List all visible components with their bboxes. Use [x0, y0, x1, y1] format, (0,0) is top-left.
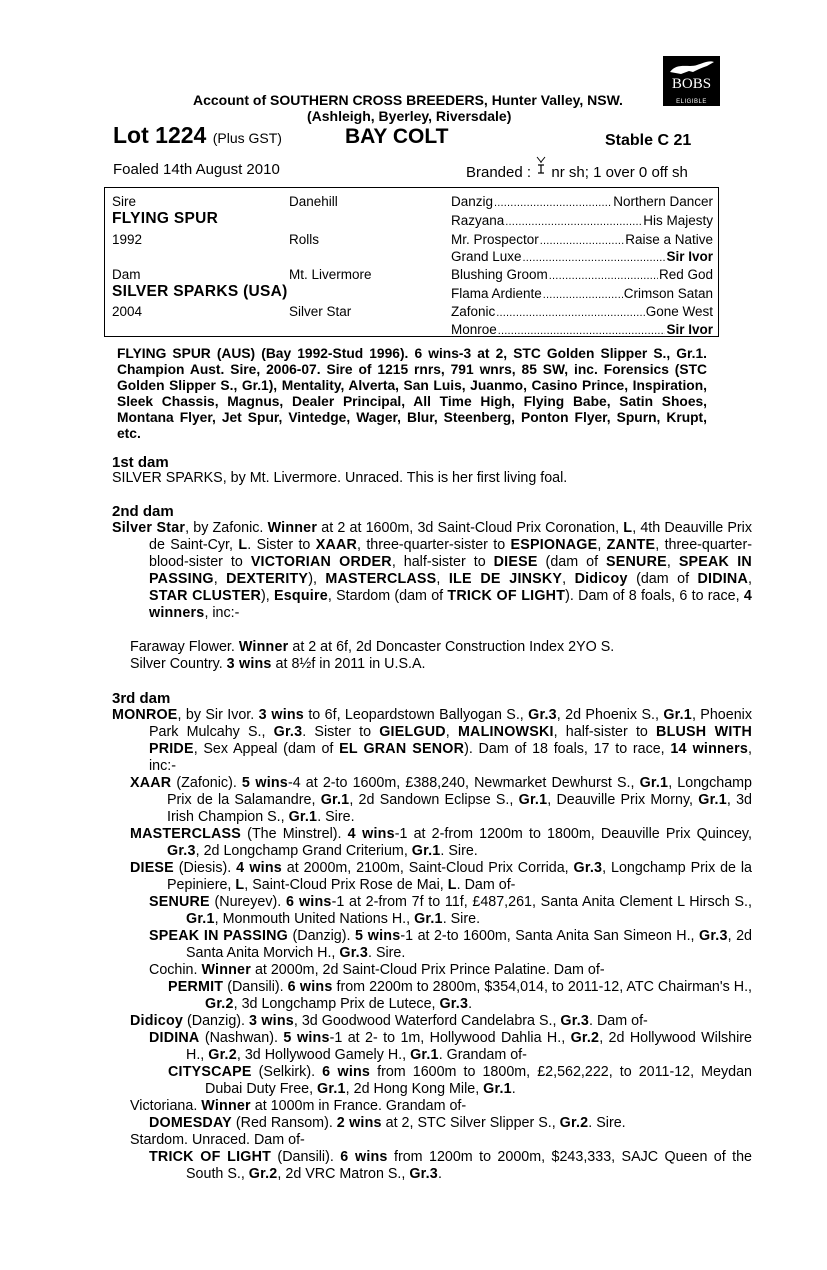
gp-right: His Majesty: [643, 213, 713, 228]
grandparent-row: [451, 248, 713, 267]
gp-left: Mr. Prospector: [451, 232, 539, 247]
lot-note: (Plus GST): [212, 130, 282, 146]
gp-right: Gone West: [645, 304, 713, 319]
third-dam-foal: Victoriana. Winner at 1000m in France. Grandam of-: [130, 1098, 467, 1114]
grandparent-row: [451, 193, 713, 212]
lot-number: [113, 122, 282, 148]
stable-number: Stable C 21: [605, 132, 692, 149]
sire-summary: FLYING SPUR (AUS) (Bay 1992-Stud 1996). 6 wins-3 at 2, STC Golden Slipper S., Gr.1. Champion Aust. Sire, 2006-07. Sire of 1215 rnrs, 791 wnrs, 85 SW, inc. Forensics (STC Golden Slipper S., Gr.1), Mentality, Alverta, San Luis, Juanmo, Casino Prince, Inspiration, Sleek Chassis, Magnus, Dealer Principal, All Time High, Flying Babe, Satin Shoes, Montana Flyer, Jet Spur, Vintedge, Wager, Blur, Steenberg, Ponton Flyer, Spurn, Krupt, etc.: [117, 346, 707, 441]
gp-left: Monroe: [451, 322, 497, 337]
third-dam-grandfoal: SENURE (Nureyev). 6 wins-1 at 2-from 7f to 11f, £487,261, Santa Anita Clement L Hirsch S., Gr.1, Monmouth United Nations H., Gr.1. Sire.: [149, 894, 752, 927]
second-dam-foal: Silver Country. 3 wins at 8½f in 2011 in U.S.A.: [130, 656, 426, 672]
bobs-logo: [663, 56, 720, 106]
second-dam-heading: 2nd dam: [112, 503, 174, 520]
third-dam-text: MONROE, by Sir Ivor. 3 wins to 6f, Leopardstown Ballyogan S., Gr.3, 2d Phoenix S., Gr.1, Phoenix Park Mulcahy S., Gr.3. Sister to GIELGUD, MALINOWSKI, half-sister to BLUSH WITH PRIDE, Sex Appeal (dam of EL GRAN SENOR). Dam of 18 foals, 17 to race, 14 winners, inc:-: [112, 707, 752, 774]
gp-right: Raise a Native: [625, 232, 713, 247]
brand-mark-icon: [535, 161, 547, 179]
second-dam-text: Silver Star, by Zafonic. Winner at 2 at 1600m, 3d Saint-Cloud Prix Coronation, L, 4th Deauville Prix de Saint-Cyr, L. Sister to XAAR, three-quarter-sister to ESPIONAGE, ZANTE, three-quarter-blood-sister to VICTORIAN ORDER, half-sister to DIESE (dam of SENURE, SPEAK IN PASSING, DEXTERITY), MASTERCLASS, ILE DE JINSKY, Didicoy (dam of DIDINA, STAR CLUSTER), Esquire, Stardom (dam of TRICK OF LIGHT). Dam of 8 foals, 6 to race, 4 winners, inc:-: [112, 520, 752, 621]
third-dam-heading: 3rd dam: [112, 690, 171, 707]
gp-right: Northern Dancer: [613, 194, 713, 209]
sire-label: Sire: [112, 194, 137, 209]
grandparent-row: [451, 266, 713, 285]
grandparent-row: [451, 321, 713, 340]
grandparent-row: [451, 303, 713, 322]
sire-sire: Danehill: [289, 194, 338, 209]
grandparent-row: [451, 212, 713, 231]
gp-right: Red God: [658, 267, 713, 282]
gp-left: Flama Ardiente: [451, 286, 542, 301]
brand-info: [466, 161, 688, 181]
third-dam-foal: MASTERCLASS (The Minstrel). 4 wins-1 at 2-from 1200m to 1800m, Deauville Prix Quincey, Gr.3, 2d Longchamp Grand Criterium, Gr.1. Sire.: [130, 826, 752, 859]
gp-left: Zafonic: [451, 304, 496, 319]
gp-right: Crimson Satan: [623, 286, 713, 301]
gp-right: Sir Ivor: [666, 322, 713, 337]
third-dam-foal: Stardom. Unraced. Dam of-: [130, 1132, 305, 1148]
dam-sire: Mt. Livermore: [289, 267, 372, 282]
sire-name: FLYING SPUR: [112, 210, 219, 227]
branded-label: Branded :: [466, 164, 532, 181]
lot-label: Lot 1224: [113, 122, 207, 148]
horse-icon: [667, 58, 717, 78]
first-dam-text: SILVER SPARKS, by Mt. Livermore. Unraced. This is her first living foal.: [112, 470, 568, 486]
third-dam-foal: XAAR (Zafonic). 5 wins-4 at 2-to 1600m, £388,240, Newmarket Dewhurst S., Gr.1, Longchamp Prix de la Salamandre, Gr.1, 2d Sandown Eclipse S., Gr.1, Deauville Prix Morny, Gr.1, 3d Irish Champion S., Gr.1. Sire.: [130, 775, 753, 825]
gp-left: Grand Luxe: [451, 249, 522, 264]
vendor-properties: (Ashleigh, Byerley, Riversdale): [307, 108, 512, 124]
third-dam-foal: DIESE (Diesis). 4 wins at 2000m, 2100m, Saint-Cloud Prix Corrida, Gr.3, Longchamp Prix de la Pepiniere, L, Saint-Cloud Prix Rose de Mai, L. Dam of-: [130, 860, 753, 893]
gp-left: Danzig: [451, 194, 494, 209]
third-dam-grandfoal: Cochin. Winner at 2000m, 2d Saint-Cloud Prix Prince Palatine. Dam of-: [149, 962, 605, 978]
grandparent-row: [451, 285, 713, 304]
gp-right: Sir Ivor: [666, 249, 713, 264]
gp-left: Razyana: [451, 213, 505, 228]
foaling-date: Foaled 14th August 2010: [113, 161, 280, 178]
second-dam-foal: Faraway Flower. Winner at 2 at 6f, 2d Doncaster Construction Index 2YO S.: [130, 639, 615, 655]
branded-text: nr sh; 1 over 0 off sh: [551, 164, 688, 181]
dam-dam: Silver Star: [289, 304, 352, 319]
logo-text: BOBS: [671, 76, 712, 92]
third-dam-ggfoal: DOMESDAY (Red Ransom). 2 wins at 2, STC Silver Slipper S., Gr.2. Sire.: [149, 1115, 626, 1131]
third-dam-foal: Didicoy (Danzig). 3 wins, 3d Goodwood Waterford Candelabra S., Gr.3. Dam of-: [130, 1013, 648, 1029]
sire-dam: Rolls: [289, 232, 320, 247]
third-dam-ggfoal: PERMIT (Dansili). 6 wins from 2200m to 2800m, $354,014, to 2011-12, ATC Chairman's H., Gr.2, 3d Longchamp Prix de Lutece, Gr.3.: [168, 979, 753, 1012]
third-dam-ggfoal: CITYSCAPE (Selkirk). 6 wins from 1600m to 1800m, £2,562,222, to 2011-12, Meydan Dubai Duty Free, Gr.1, 2d Hong Kong Mile, Gr.1.: [168, 1064, 752, 1097]
third-dam-grandfoal: TRICK OF LIGHT (Dansili). 6 wins from 1200m to 2000m, $243,333, SAJC Queen of the South S., Gr.2, 2d VRC Matron S., Gr.3.: [149, 1149, 753, 1182]
dam-year: 2004: [112, 304, 143, 319]
sire-year: 1992: [112, 232, 143, 247]
dam-name: SILVER SPARKS (USA): [112, 283, 288, 300]
vendor-account: Account of SOUTHERN CROSS BREEDERS, Hunter Valley, NSW.: [193, 92, 623, 108]
third-dam-grandfoal: SPEAK IN PASSING (Danzig). 5 wins-1 at 2-to 1600m, Santa Anita San Simeon H., Gr.3, 2d Santa Anita Morvich H., Gr.3. Sire.: [149, 928, 752, 961]
dam-label: Dam: [112, 267, 141, 282]
gp-left: Blushing Groom: [451, 267, 548, 282]
horse-description: BAY COLT: [345, 125, 449, 148]
first-dam-heading: 1st dam: [112, 454, 169, 471]
third-dam-grandfoal: DIDINA (Nashwan). 5 wins-1 at 2- to 1m, Hollywood Dahlia H., Gr.2, 2d Hollywood Wilshire H., Gr.2, 3d Hollywood Gamely H., Gr.1. Grandam of-: [149, 1030, 752, 1063]
logo-subtext: ELIGIBLE: [676, 99, 707, 105]
